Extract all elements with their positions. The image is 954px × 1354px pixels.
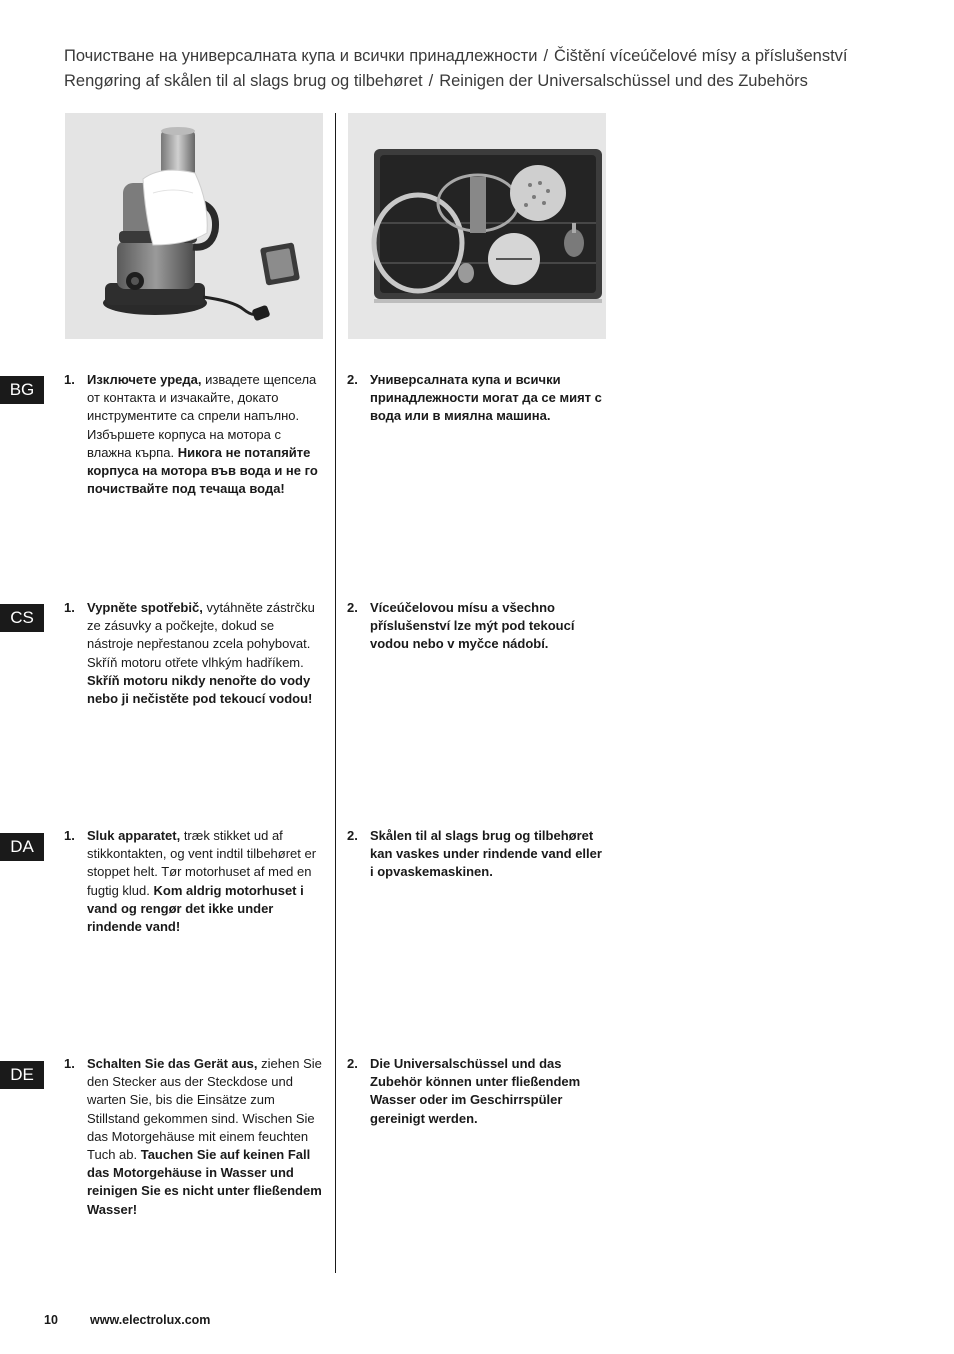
step-text <box>87 371 324 498</box>
step-number: 2. <box>347 372 358 387</box>
step-warning: Никога не потапяйте корпуса на мотора във вода и не го почиствайте под течаща вода! <box>87 444 318 497</box>
header-separator: / <box>428 72 434 90</box>
step-body: ziehen Sie den Stecker aus der Steckdose und warten Sie, bis die Einsätze zum Stillstand gekommen sind. Wischen Sie das Motorgehäuse mit einem feuchten Tuch ab. <box>87 1056 322 1163</box>
step-warning: Tauchen Sie auf keinen Fall das Motorgehäuse in Wasser und reinigen Sie es nicht unter fließendem Wasser! <box>87 1147 322 1217</box>
header-separator: / <box>543 47 549 65</box>
step-emphasis: Универсалната купа и всички принадлежности могат да се мият с вода или в миялна машина. <box>370 372 602 424</box>
cs-step-2 <box>347 599 607 654</box>
step-warning: Kom aldrig motorhuset i vand og rengør det ikke under rindende vand! <box>87 882 304 935</box>
header-title-de: Reinigen der Universalschüssel und des Zubehörs <box>439 72 808 90</box>
header-title-da: Rengøring af skålen til al slags brug og tilbehøret <box>64 72 423 90</box>
photo-wipe-motor-housing <box>65 113 323 339</box>
step-warning: Skříň motoru nikdy nenořte do vody nebo ji nečistěte pod tekoucí vodou! <box>87 672 313 707</box>
step-number: 2. <box>347 600 358 615</box>
step-text <box>87 599 324 708</box>
step-number: 2. <box>347 828 358 843</box>
step-text <box>370 1055 607 1128</box>
language-badge-bg: BG <box>0 376 44 404</box>
bg-step-2 <box>347 371 607 426</box>
cs-step-1 <box>64 599 324 708</box>
header-title-cs: Čištění víceúčelové mísy a příslušenství <box>554 47 848 65</box>
food-processor-illustration <box>65 113 323 339</box>
page-header <box>64 44 934 94</box>
step-text <box>87 1055 324 1219</box>
language-badge-da: DA <box>0 833 44 861</box>
de-step-1 <box>64 1055 324 1219</box>
bg-step-1 <box>64 371 324 498</box>
dishwasher-illustration <box>348 113 606 339</box>
page-number: 10 <box>44 1313 58 1327</box>
step-emphasis: Изключете уреда, <box>87 372 202 387</box>
website-link[interactable]: www.electrolux.com <box>90 1313 211 1327</box>
step-text <box>87 827 324 936</box>
step-body: vytáhněte zástrčku ze zásuvky a počkejte, dokud se nástroje nepřestanou zcela pohybovat. Skříň motoru otřete vlhkým hadříkem. <box>87 600 315 670</box>
step-text <box>370 371 607 426</box>
step-emphasis: Vypněte spotřebič, <box>87 600 203 615</box>
column-divider <box>335 113 336 1273</box>
step-number: 1. <box>64 1056 75 1071</box>
step-emphasis: Schalten Sie das Gerät aus, <box>87 1056 258 1071</box>
header-line-2 <box>64 69 934 94</box>
step-emphasis: Víceúčelovou mísu a všechno příslušenství lze mýt pod tekoucí vodou nebo v myčce nádobí. <box>370 600 575 652</box>
step-text <box>370 827 607 882</box>
photo-dishwasher-accessories <box>348 113 606 339</box>
language-badge-de: DE <box>0 1061 44 1089</box>
step-number: 2. <box>347 1056 358 1071</box>
header-line-1 <box>64 44 934 69</box>
step-number: 1. <box>64 828 75 843</box>
step-emphasis: Sluk apparatet, <box>87 828 181 843</box>
page-footer <box>44 1313 211 1327</box>
step-number: 1. <box>64 600 75 615</box>
header-title-bg: Почистване на универсалната купа и всички принадлежности <box>64 47 538 65</box>
language-badge-cs: CS <box>0 604 44 632</box>
step-body: træk stikket ud af stikkontakten, og vent indtil tilbehøret er stoppet helt. Tør motorhuset af med en fugtig klud. <box>87 828 317 898</box>
da-step-2 <box>347 827 607 882</box>
de-step-2 <box>347 1055 607 1128</box>
da-step-1 <box>64 827 324 936</box>
step-emphasis: Skålen til al slags brug og tilbehøret kan vaskes under rindende vand eller i opvaskemaskinen. <box>370 828 602 880</box>
step-body: извадете щепсела от контакта и изчакайте, докато инструментите са спрели напълно. Избършете корпуса на мотора с влажна кърпа. <box>87 372 317 460</box>
step-emphasis: Die Universalschüssel und das Zubehör können unter fließendem Wasser oder im Geschirrspüler gereinigt werden. <box>370 1056 581 1126</box>
step-text <box>370 599 607 654</box>
step-number: 1. <box>64 372 75 387</box>
